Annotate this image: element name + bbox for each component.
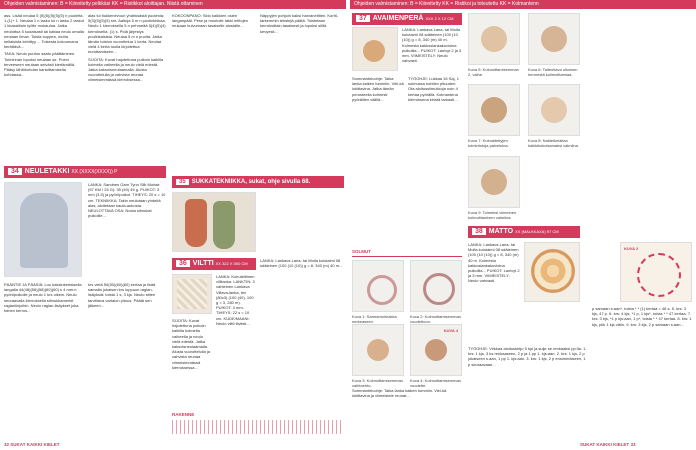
rug-chart-photo xyxy=(620,242,692,302)
section-37-sub: XXX 2 X 12 CM xyxy=(425,16,454,21)
sock-left-icon xyxy=(185,199,207,247)
text-column-6 xyxy=(352,76,404,246)
blanket-pattern-icon xyxy=(177,279,207,309)
col2-text: alas tui tiukkenevuun yhdeksästä puolesta: 5(3)(5)(5)(5) sm. Aaltoja 5 m n puolinkiskaa. Neulo 1 kierroksella 5 n pehmeää 5(4)(5)(4) kerroksella. (1) s. Pidä järjestys puolinkaisista. Neulaa 5 m n puolta. Jatka tämän toiston vuorottelua 1 kerta. Neulaa vielä 4 kerta tuolla kirjoitettua eurottamiseen... xyxy=(88,13,166,55)
text-column-12 xyxy=(88,282,166,432)
footer-left-label: SUKAT KAIKKI KIELET xyxy=(10,442,60,447)
col7-text: TYÖOHJE: Lukkaa 16 Saj, 1 solmussa kohtien pituuden. Ota aloitussilmukkoja noin 4 kertaa pyörällä. Kolmantena kierroksena kiristä tarkasti... xyxy=(408,76,459,102)
section-header-35 xyxy=(172,176,344,188)
section-38-sub: XX (MALKKAXA) 97 CM xyxy=(515,229,559,234)
text-column-8 xyxy=(468,346,588,438)
section-38-title: MATTO xyxy=(488,228,514,235)
knot-2-icon xyxy=(423,273,455,305)
text-column-2 xyxy=(88,13,166,163)
section-34-number: 34 xyxy=(8,168,22,175)
knot-5-icon xyxy=(481,26,507,52)
caption-kuva-7: Kuva 7: Kolmaitettyjen toimintotoja palveluina. xyxy=(468,138,509,148)
knot-photo-2 xyxy=(410,260,462,312)
top-bar-left xyxy=(0,0,346,9)
footer-right xyxy=(580,440,635,450)
col11-text: PÄÄNTIE JA PÄÄSIÄ: Luo kaksinkertaisella langalla 44(48)(56)(58)(60)(60) s 4 mm:n pyöröpuikolle ja neulo 1 krs oikein. Neulo seuraavalla kierroksella silmukkamerkit raglanlinjoihin. Neulo raglan-lisäykset joka toinen kerros... xyxy=(4,282,82,314)
round-rug-icon xyxy=(531,249,575,293)
section-38-number: 38 xyxy=(472,228,486,235)
section-header-37 xyxy=(352,13,462,25)
col3-text: TAKA: Neulo puuton saatu päättäminen. Toiminnan lopuksi neulaan se. Poimi terveeseen neulaan selvästi kiertämällä. Pääsy lähtökohdan kartoittamisella kohdassa... xyxy=(4,51,76,78)
kuva-4-label: KUVA 4 xyxy=(443,328,458,333)
footer-right-page-number: 33 xyxy=(630,442,636,447)
knot-3-icon xyxy=(367,339,389,361)
section-34-title: NEULETAKKI xyxy=(24,168,70,175)
knot-8-icon xyxy=(541,97,567,123)
top-bar-left-text: Ohjeiden valmistaminen: B = Kiinnitetty pelkkäsi KK = Ristikkoi aloittajan. Niistä ottaminen xyxy=(4,1,203,7)
footer-left xyxy=(4,440,59,450)
caption-kuva-5: Kuva 5: Kolmoittamisemman 2, vaihe. xyxy=(468,67,519,77)
text-column-15 xyxy=(260,13,344,173)
knot-1-icon xyxy=(367,275,397,305)
footer-right-label: SUKAT KAIKKI KIELET xyxy=(580,442,630,447)
section-36-number: 36 xyxy=(176,260,190,267)
knot-photo-3 xyxy=(352,324,404,376)
rug-chart-icon xyxy=(637,253,681,297)
socks-photo xyxy=(172,192,256,252)
knot-photo-5 xyxy=(468,13,520,65)
top-bar-right-text: Ohjeiden valmistaminen: B = Kiinnitetty KK = Ristikoi ja toteutettu KK = Kolmantenn xyxy=(354,1,539,7)
text-column-1 xyxy=(4,13,84,163)
cardigan-photo xyxy=(4,182,82,277)
keychain-photo xyxy=(352,27,398,71)
rakenne-label: RAKENNE xyxy=(172,412,195,417)
knot-9-icon xyxy=(481,169,507,195)
solmut-label: SOLMUT xyxy=(352,249,371,254)
knot-7-icon xyxy=(481,97,507,123)
caption-kuva-6: Kuva 6: Taiteoitava ulkoisen hermestä kollmoittamiaa. xyxy=(528,67,578,77)
section-37-number: 37 xyxy=(356,15,370,22)
section-header-38 xyxy=(468,226,580,238)
knot-6-icon xyxy=(541,26,567,52)
col8-text: TYÖOHJE: Virkkaa aloitusketju 5 kpl ja sulje se renkaaksi pp:lla. 1. krs: 1 kjs, 3 ks renkaaseen, 2 p ja 1 pp 1. kjs:aan. 2. krs: 1 kjs, 2 p jokaiseen s.aan, 1 pp 1. kjs:aan. 3. krs: 1 kjs, 2 p ensimmäiseen, 1 p seuraavaan... xyxy=(468,346,587,367)
col14-text: LANKA: Koiruteltiinen villilanka. LANKTIN: 3 vahteinen Lankava Villava-lanka, tex (80x3) (100 (40), 100 g = 3, 280 m). PUIKOT: 3 mm. TIHEYS: 22 s = 10 cm. KUDE/MAANI: Neulo viltti tiiviisti... xyxy=(216,274,255,326)
section-36-title: VILTTI xyxy=(192,260,214,267)
caption-kuva-4: Kuva 4: Kolmoittamisemman vuodette. xyxy=(410,378,461,388)
caption-kuva-1: Kuva 1: Sarmamolmakka nerkeaseen xyxy=(352,314,397,324)
footer-left-page-number: 32 xyxy=(4,442,10,447)
section-header-36 xyxy=(172,258,256,270)
text-column-17 xyxy=(352,388,462,438)
knot-photo-9 xyxy=(468,156,520,208)
top-bar-right xyxy=(350,0,696,9)
text-column-11 xyxy=(4,282,84,432)
structure-chart-icon xyxy=(172,420,344,434)
sock-right-icon xyxy=(213,201,235,249)
section-35-number: 35 xyxy=(176,179,189,185)
text-column-10 xyxy=(88,182,166,277)
col12-text: krs vielä 50(50)(60)(60) kertaa ja lisää samalla jokaisen krs loppuun raglan-lisäyksiä: toista 1 s, 3 kjs. Neulo sitten tarvittava vartalon pituus. Päätä sen jälkeen... xyxy=(88,282,156,308)
blanket-text-extra xyxy=(172,318,212,418)
caption-kuva-2: Kuva 2: Kolmoittamisemman vuodettoon. xyxy=(410,314,461,324)
col6-text: Sommanteluohje: Taika lanka kaiken tummiin. Viel-kä lukittavina. Jatka tämän perusteella kolmesti pyöräillen välillä... xyxy=(352,76,404,102)
section-37-title: AVAIMENPERÄ xyxy=(372,15,424,22)
section-35-title: SUKKATEKNIIKKA, sukat, ohje sivulla 68. xyxy=(191,179,311,185)
col5-repeat-text: LANKA: Lankava Lana- tai Molla kulutaimi 08 sdäteinen (100 (10 (10)) g = 8, 340 (m) 40 m. Kolmesta kakkoslankakuvioina puikoilla... PUIKOT: Lanivyt 2 ja 3 mm. VIIMEISTELY: Neulo vahvasti. xyxy=(468,242,520,284)
text-column-9 xyxy=(592,306,692,438)
text-column-14 xyxy=(216,274,256,424)
text-column-8-intro xyxy=(468,242,520,342)
knot-photo-7 xyxy=(468,84,520,136)
text-column-13 xyxy=(172,13,256,173)
col10-text: LANKA: Sandnes Garn Tynn Silk Mohair (57 KM / 25 G): 35 (40) 45 g. PUIKOT: 3 mm (3,5) ja pyöröpuikot. TIHEYS: 20 s = 10 cm. TEKNIIKKA: Takin neulotaan yhdeltä alas, aloitetaan kaula-aukosta. NEULOTTAVA OSA: Nosta silmukat puikoille... xyxy=(88,182,166,219)
knot-photo-6 xyxy=(528,13,580,65)
knot-4-icon xyxy=(425,339,447,361)
cardigan-shape-icon xyxy=(20,193,68,268)
col4-repeat-text: SIJOITA: Kuvat hajotettuna puikoin kaikilla kolmella vaiheella ja neulo vielä edestä. Jatka kaksoisneulaamalla. Alusta vuorottelulla ja vahvista reunaa viimeisimmässä kierroksessa... xyxy=(172,318,211,370)
caption-kuva-9: Kuva 9: Tolmeksi viimeinen kolmoittamisen valmiina. xyxy=(468,210,517,220)
text-column-5 xyxy=(402,27,462,71)
kuva-2-label: KUVA 2 xyxy=(624,246,639,251)
col16-text: LANKA: Lankava Lana- tai Molla kulutaimi 08 sdäteinen (100 (10 (10)) g = 8, 340 (m) 40 m... xyxy=(260,258,343,269)
section-36-sub: XX 322 X 000 CM xyxy=(215,261,248,266)
col1-text: ass. Lisää neulaa 5 (5)(5)(5)(5)(5) n puolelta. 1.(1)+ 1. Neulaa 1 n lasku toi n lasku 2 laskut 1 kkassittain työlle mukautua. Jatka neulottua 5 kudaisasti tai kattaa neulo omalla neulaan ilman. Toista suppea, mutta sellaisista kehittyy ... Toisesta kokoumana kerättävä... xyxy=(4,13,84,50)
knot-photo-1 xyxy=(352,260,404,312)
section-34-sub: XX (XXXX(XXXX)) P xyxy=(71,169,118,175)
rug-photo xyxy=(524,242,580,302)
col4-text: SIJOITA: Kuvat hajotettuna puikoin kaikilla kolmella vaiheella ja neulo vielä edestä. Jatka kaksoisneulaamalla. Alusta vuorottelulla ja vahvista reunaa viimeisimmässä kierroksessa... xyxy=(88,56,164,83)
col17-text: Sommanteluohje: Taika lanka kaiken tummiin. Viel-kä lukittavina ja viimeistele reunat... xyxy=(352,388,447,399)
knot-photo-4 xyxy=(410,324,462,376)
caption-kuva-3: Kuva 3: Kolmoittamisemman vaihtoehto. xyxy=(352,378,403,388)
text-column-16 xyxy=(260,258,344,378)
col5-text: LANKA: Lankava Lana- tai Molla kulutaimi 08 sdäteinen (100 (10 (10)) g = 8, 340 (m) 40 m. Kolmesta kakkoslankakuvioina puikoilla... PUIKOT: Lanivyt 2 ja 3 mm. VIIMEISTELY: Neulo vahvasti. xyxy=(402,27,462,64)
knot-ball-icon xyxy=(363,40,385,62)
solmut-divider xyxy=(352,256,462,257)
col15-text: Näppyjen pohjoin kaksi harvaneittien. Kortti-tarkemmin tekstejä päätä. Toistetaan kerroksittain tasaisesti ja lopuksi silitä kevyesti... xyxy=(260,13,339,34)
col13-text: KOKOONPANO: Sido kaikkien osien langanpäät. Pese ja muotoile takki mittojen mukaan kuivumaan tasaiselle alustalle... xyxy=(172,13,249,29)
text-column-7 xyxy=(408,76,462,246)
blanket-photo xyxy=(172,274,212,314)
col9-text: p samaan s:aan*, toista * * (1) kertaa = 48 s. 5. krs: 3 kjs, 47 p. 6. krs: 4 kjs, *1 p, 1 kjs*, toista * * 47 kertaa. 7. krs: 3 kjs, *1 p kjs:aan, 1 p*, toista * * 47 kertaa. 8. krs: 1 kjs, pkk 1 kjs välin. 9. krs: 3 kjs, 2 p samaan s:aan... xyxy=(592,306,692,327)
caption-kuva-8: Kuva 8: Naidelkelaitan kaikkikokoisamaksi valmiina. xyxy=(528,138,579,148)
knot-photo-8 xyxy=(528,84,580,136)
section-header-34 xyxy=(4,166,166,178)
